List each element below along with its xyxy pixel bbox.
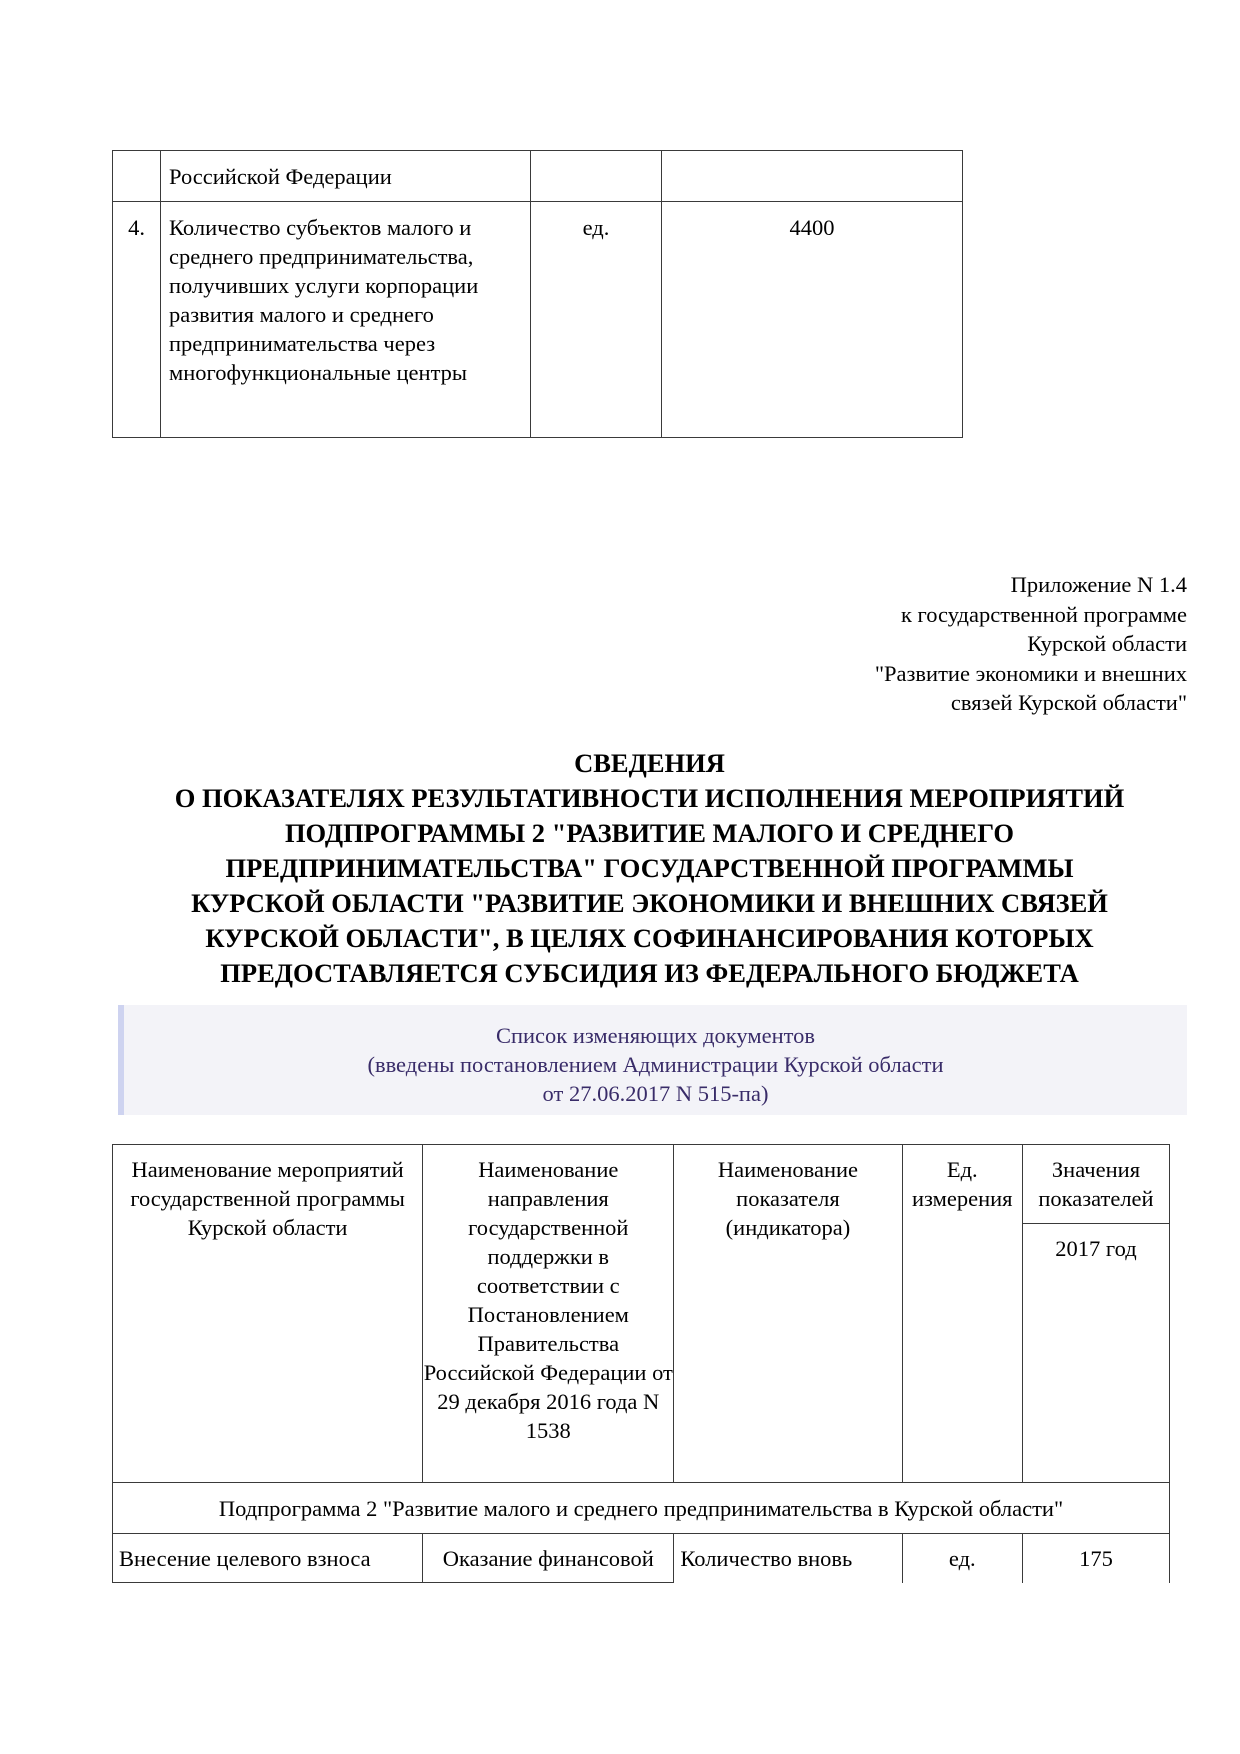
amending-documents-box — [118, 1005, 1187, 1115]
performance-indicators-table — [112, 1144, 1170, 1583]
title-line: ПОДПРОГРАММЫ 2 "РАЗВИТИЕ МАЛОГО И СРЕДНЕГО — [284, 818, 1015, 848]
value — [662, 151, 963, 202]
unit: ед. — [531, 202, 662, 438]
row-number: 4. — [113, 202, 161, 438]
value: 4400 — [662, 202, 963, 438]
header-unit: Ед. измерения — [902, 1145, 1022, 1483]
subprogram-title: Подпрограмма 2 "Развитие малого и среднего предпринимательства в Курской области" — [113, 1483, 1170, 1534]
document-title — [112, 746, 1187, 991]
measure-cell: Внесение целевого взноса — [113, 1534, 423, 1583]
table-header-row — [113, 1145, 1170, 1224]
changes-line: от 27.06.2017 N 515-па) — [542, 1081, 769, 1106]
table-row — [113, 202, 963, 438]
subprogram-row — [113, 1483, 1170, 1534]
title-line: КУРСКОЙ ОБЛАСТИ "РАЗВИТИЕ ЭКОНОМИКИ И ВНЕШНИХ СВЯЗЕЙ — [191, 888, 1108, 918]
appendix-line: "Развитие экономики и внешних — [874, 660, 1187, 686]
header-values: Значения показателей — [1022, 1145, 1169, 1224]
table-row — [113, 151, 963, 202]
changes-line: (введены постановлением Администрации Курской области — [367, 1052, 944, 1077]
title-line: ПРЕДОСТАВЛЯЕТСЯ СУБСИДИЯ ИЗ ФЕДЕРАЛЬНОГО БЮДЖЕТА — [220, 958, 1079, 988]
title-line: О ПОКАЗАТЕЛЯХ РЕЗУЛЬТАТИВНОСТИ ИСПОЛНЕНИЯ МЕРОПРИЯТИЙ — [174, 783, 1125, 813]
previous-indicators-table — [112, 150, 963, 438]
header-measures: Наименование мероприятий государственной программы Курской области — [113, 1145, 423, 1483]
title-line: ПРЕДПРИНИМАТЕЛЬСТВА" ГОСУДАРСТВЕННОЙ ПРОГРАММЫ — [225, 853, 1074, 883]
table-row — [113, 1534, 1170, 1583]
header-support-direction: Наименование направления государственной поддержки в соответствии с Постановлением Правительства Российской Федерации от 29 декабря 2016 года N 1538 — [423, 1145, 674, 1483]
indicator-name: Количество субъектов малого и среднего предпринимательства, получивших услуги корпорации развития малого и среднего предпринимательства через многофункциональные центры — [161, 202, 531, 438]
indicator-cell: Количество вновь — [674, 1534, 902, 1583]
header-indicator: Наименование показателя (индикатора) — [674, 1145, 902, 1483]
header-year: 2017 год — [1022, 1224, 1169, 1483]
appendix-reference — [875, 570, 1187, 718]
value-cell: 175 — [1022, 1534, 1169, 1583]
row-number — [113, 151, 161, 202]
appendix-line: Курской области — [1027, 631, 1187, 656]
direction-cell: Оказание финансовой — [423, 1534, 674, 1583]
appendix-line: связей Курской области" — [950, 690, 1187, 715]
title-line: СВЕДЕНИЯ — [574, 748, 725, 778]
appendix-line: Приложение N 1.4 — [1010, 572, 1187, 597]
indicator-name: Российской Федерации — [161, 151, 531, 202]
appendix-line: к государственной программе — [900, 601, 1187, 627]
title-line: КУРСКОЙ ОБЛАСТИ", В ЦЕЛЯХ СОФИНАНСИРОВАНИЯ КОТОРЫХ — [205, 923, 1094, 953]
changes-heading: Список изменяющих документов — [495, 1023, 816, 1048]
unit-cell: ед. — [902, 1534, 1022, 1583]
unit — [531, 151, 662, 202]
